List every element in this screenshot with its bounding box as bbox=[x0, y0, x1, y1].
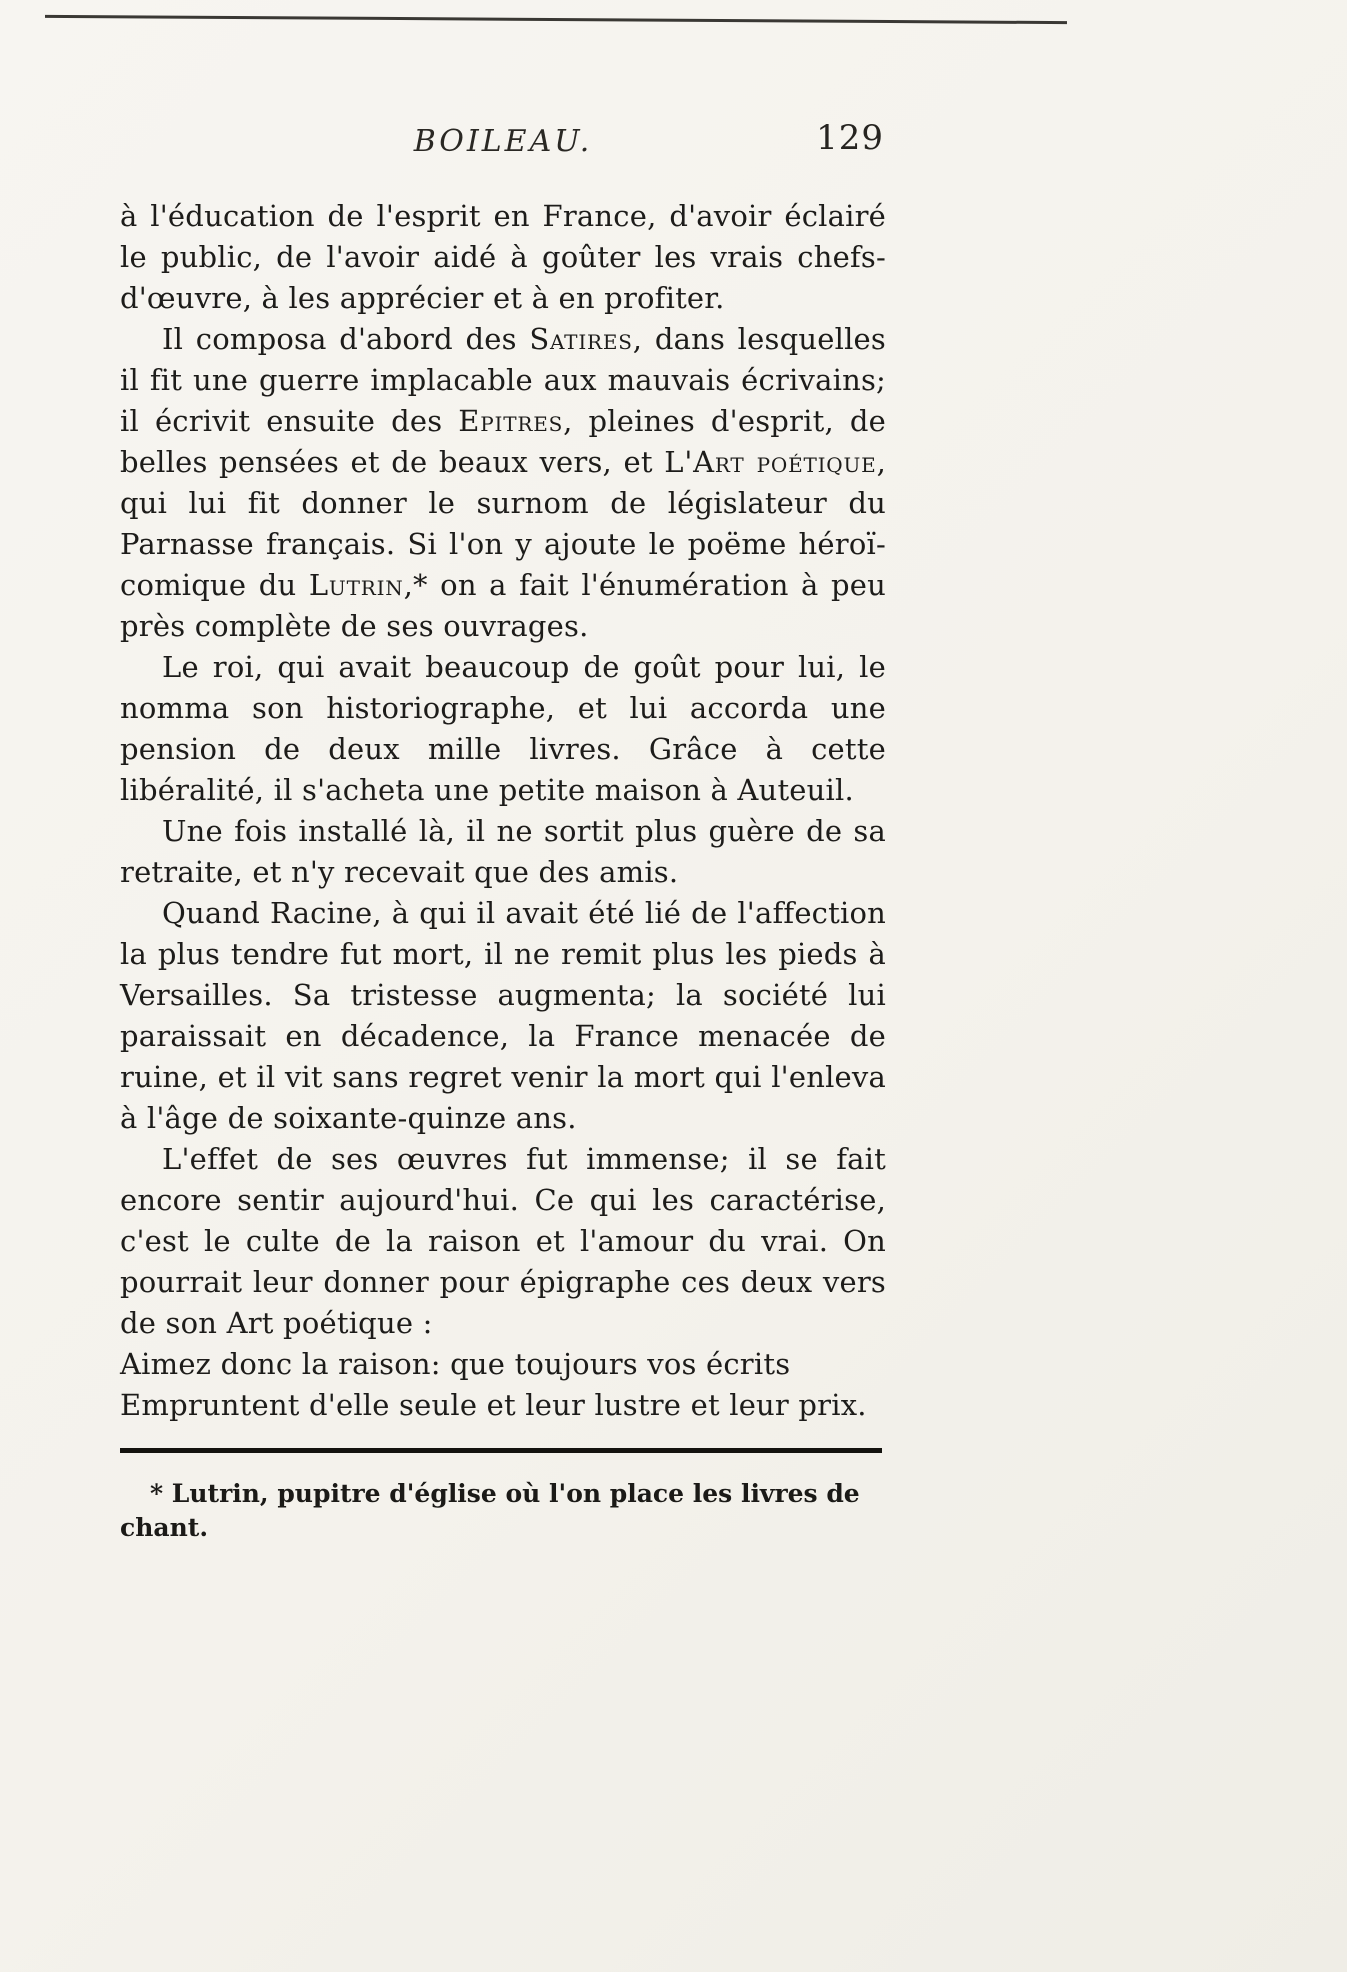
body-text bbox=[120, 196, 886, 1426]
paragraph: à l'éducation de l'esprit en France, d'avoir éclairé le public, de l'avoir aidé à goûter les vrais chefs-d'œuvre, à les apprécier et à en profiter. bbox=[120, 199, 886, 315]
paragraph: L'effet de ses œuvres fut immense; il se fait encore sentir aujourd'hui. Ce qui les caractérise, c'est le culte de la raison et l'amour du vrai. On pourrait leur donner pour épigraphe ces deux vers de son Art poétique : bbox=[120, 1142, 886, 1340]
paragraph: Aimez donc la raison: que toujours vos écrits bbox=[120, 1347, 791, 1381]
footnote: * Lutrin, pupitre d'église où l'on place les livres de chant. bbox=[120, 1479, 860, 1542]
paragraph: Quand Racine, à qui il avait été lié de l'affection la plus tendre fut mort, il ne remit plus les pieds à Versailles. Sa tristesse augmenta; la société lui paraissait en décadence, la France menacée de ruine, et il vit sans regret venir la mort qui l'enleva à l'âge de soixante-quinze ans. bbox=[120, 896, 886, 1135]
top-rule bbox=[45, 15, 1067, 24]
paragraph: Empruntent d'elle seule et leur lustre et leur prix. bbox=[120, 1388, 867, 1422]
footnote-rule bbox=[120, 1448, 882, 1453]
paragraph: Il composa d'abord des Satires, dans lesquelles il fit une guerre implacable aux mauvais écrivains; il écrivit ensuite des Epitres, pleines d'esprit, de belles pensées et de beaux vers, et L'Art poétique, qui lui fit donner le surnom de législateur du Parnasse français. Si l'on y ajoute le poëme héroï-comique du Lutrin,* on a fait l'énumération à peu près complète de ses ouvrages. bbox=[120, 322, 886, 643]
paragraph: Le roi, qui avait beaucoup de goût pour lui, le nomma son historiographe, et lui accorda une pension de deux mille livres. Grâce à cette libéralité, il s'acheta une petite maison à Auteuil. bbox=[120, 650, 886, 807]
paragraph: Une fois installé là, il ne sortit plus guère de sa retraite, et n'y recevait que des amis. bbox=[120, 814, 886, 889]
page-content bbox=[120, 118, 886, 1545]
running-head bbox=[120, 118, 886, 170]
page-number: 129 bbox=[816, 118, 884, 158]
page-title: BOILEAU. bbox=[413, 124, 593, 159]
